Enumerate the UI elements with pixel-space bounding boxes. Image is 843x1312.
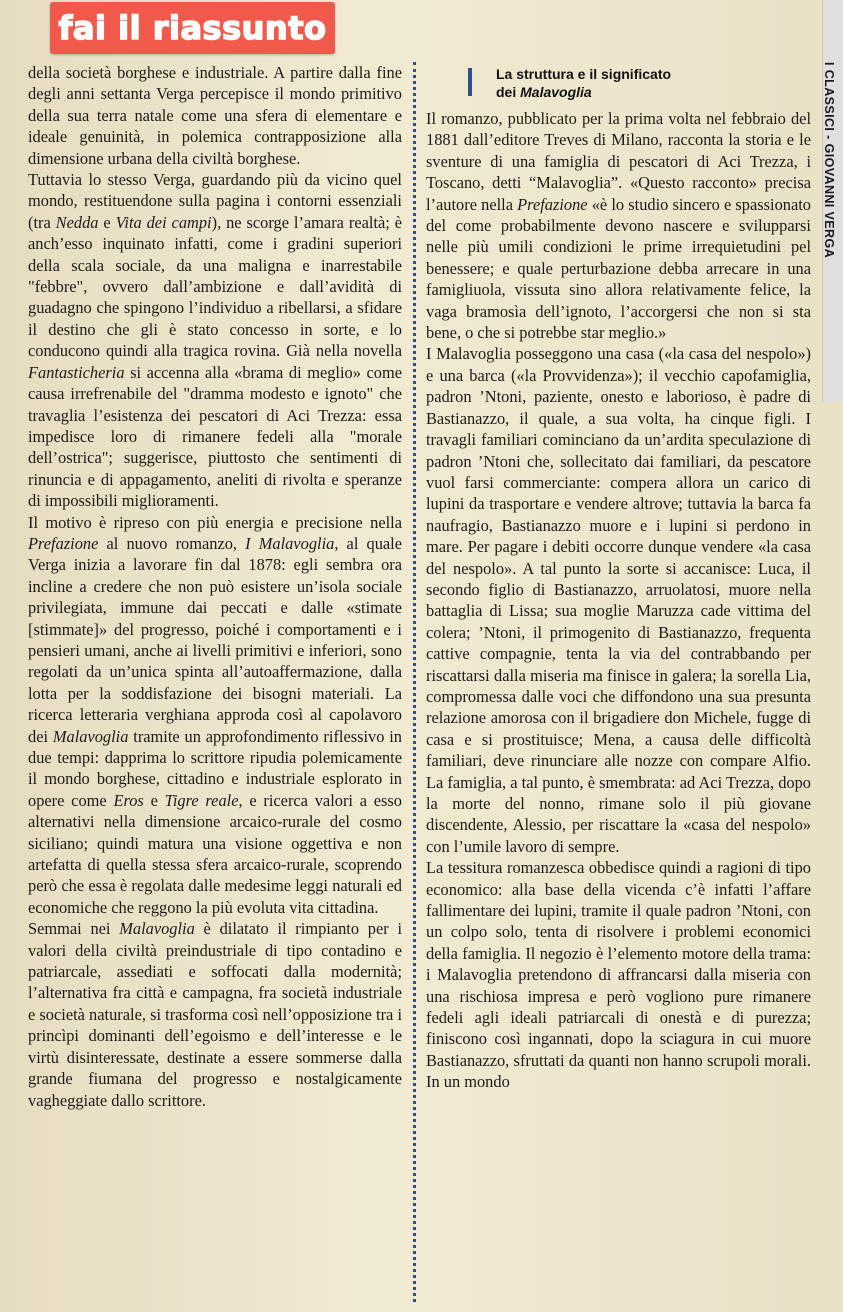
right-paragraph-3: La tessitura romanzesca obbedisce quindi a ragioni di tipo economico: alla base della vicenda c’è infatti l’affare fallimentare dei lupini, tramite il quale padron ’Ntoni, con un colpo solo, tenta di risolvere i problemi economici della famiglia. Il negozio è l’elemento motore della trama: i Malavoglia pretendono di affrancarsi dalla miseria con una rischiosa impresa e però vogliono pure rimanere fedeli agli ideali patriarcali di onestà e di purezza; finiscono così ingannati, dopo la sciagura in cui muore Bastianazzo, sfruttati da quanti non hanno scrupoli morali. In un mondo [426,858,811,1092]
column-divider [413,62,416,1302]
section-title [496,65,796,101]
right-paragraph-1: Il romanzo, pubblicato per la prima volta nel febbraio del 1881 dall’editore Treves di Milano, racconta la storia e le sventure di una famiglia di pescatori di Aci Trezza, i Toscano, detti “Malavoglia”. «Questo racconto» precisa l’autore nella Prefazione «è lo studio sincero e spassionato del come probabilmente devono nascere e svilupparsi nelle più umili condizioni le prime irrequietudini pel benessere; e quale perturbazione debba arrecare in una famigliuola, vissuta sino allora relativamente felice, la vaga bramosìa dell’ignoto, l’accorgersi che non si sta bene, o che si potrebbe star meglio.» [426,109,812,343]
sticker-label: fai il riassunto [58,9,327,47]
left-paragraph-4: Semmai nei Malavoglia è dilatato il rimpianto per i valori della civiltà preindustriale di tipo contadino e patriarcale, assediati e soffocati dalla modernità; l’alternativa fra città e campagna, fra società industriale e società naturale, si trasforma così nell’opposizione tra i princìpi dominanti dell’egoismo e dell’interesse e le virtù disinteressate, destinate a essere sommerse dalla grande fiumana del progresso e nostalgicamente vagheggiate dallo scrittore. [28,919,403,1110]
summary-sticker [50,2,335,54]
section-title-line-2: dei Malavoglia [496,84,592,100]
left-paragraph-3: Il motivo è ripreso con più energia e precisione nella Prefazione al nuovo romanzo, I Malavoglia, al quale Verga inizia a lavorare fin dal 1878: egli sembra ora incline a credere che non può esistere un’isola sociale privilegiata, immune dai peccati e dalle «stimate [stimmate]» del progresso, poiché i comportamenti e i pensieri umani, anche ai livelli primitivi e inferiori, sono regolati da un’unica spinta all’autoaffermazione, dalla lotta per la soddisfazione dei bisogni materiali. La ricerca letteraria verghiana approda così al capolavoro dei Malavoglia tramite un approfondimento riflessivo in due tempi: dapprima lo scrittore ripudia polemicamente il mondo borghese, cittadino e industriale esplorato in opere come Eros e Tigre reale, e ricerca valori a esso alternativi nella dimensione arcaico-rurale del cosmo siciliano; quindi matura una visione oggettiva e non artefatta di quella stessa sfera arcaico-rurale, scoprendo però che essa è regolata dalle medesime leggi naturali ed economiche che reggono la più evoluta vita cittadina. [28,512,403,917]
left-column [28,62,402,1111]
right-paragraph-2: I Malavoglia posseggono una casa («la casa del nespolo») e una barca («la Provvidenza»); il vecchio capofamiglia, padron ’Ntoni, paziente, onesto e laborioso, è padre di Bastianazzo, il quale, a sua volta, ha cinque figli. I travagli familiari cominciano da un’ardita speculazione di padron ’Ntoni che, sollecitato dai familiari, da pescatore vuol farsi commerciante: compera allora un carico di lupini da trasportare e vendere altrove; tuttavia la barca fa naufragio, Bastianazzo muore e i lupini si perdono in mare. Per pagare i debiti occorre dunque vendere «la casa del nespolo». A tal punto la sorte si accanisce: Luca, il secondo figlio di Bastianazzo, arruolatosi, muore nella battaglia di Lissa; sua moglie Maruzza cade vittima del colera; ’Ntoni, il primogenito di Bastianazzo, frequenta cattive compagnie, tenta la via del contrabbando per riscattarsi dalla miseria ma finisce in galera; la sorella Lia, compromessa dalle voci che diffondono una sua presunta relazione amorosa con il brigadiere don Michele, fugge di casa e si prostituisce; Mena, a causa delle difficoltà familiari, deve rinunciare alle nozze con compare Alfio. La famiglia, a tal punto, è smembrata: ad Aci Trezza, dopo la morte del nonno, rimane solo il più giovane discendente, Alessio, per riscattare la «casa del nespolo» con l’umile lavoro di sempre. [426,344,811,856]
side-tab-label: I CLASSICI - GIOVANNI VERGA [822,62,836,258]
section-title-line-1: La struttura e il significato [496,66,672,82]
left-paragraph-1: della società borghese e industriale. A partire dalla fine degli anni settanta Verga percepisce il mondo primitivo della sua terra natale come una sfera di elementare e ideale genuinità, in polemica contrapposizione alla dimensione urbana della civiltà borghese. [28,63,402,168]
left-paragraph-2: Tuttavia lo stesso Verga, guardando più da vicino quel mondo, restituendone sulla pagina i contorni essenziali (tra Nedda e Vita dei campi), ne scorge l’amara realtà; è anch’esso inquinato infatti, come i gradini superiori della scala sociale, da una maligna e inarrestabile "febbre", ovvero dall’ambizione e dall’avidità di guadagno che spingono l’individuo a ribellarsi, a sfidare il destino che gli è stato concesso in sorte, e lo conducono quindi alla tragica rovina. Già nella novella Fantasticheria si accenna alla «brama di meglio» come causa irrefrenabile del "dramma modesto e ignoto" che travaglia l’esistenza dei pescatori di Aci Trezza: essa impedisce loro di rimanere fedeli alla "morale dell’ostrica"; suggerisce, piuttosto che sentimenti di rinuncia e di appagamento, aneliti di rivolta e speranze di impossibili miglioramenti. [28,170,403,511]
right-column [426,108,811,1093]
section-accent-bar [468,68,472,96]
